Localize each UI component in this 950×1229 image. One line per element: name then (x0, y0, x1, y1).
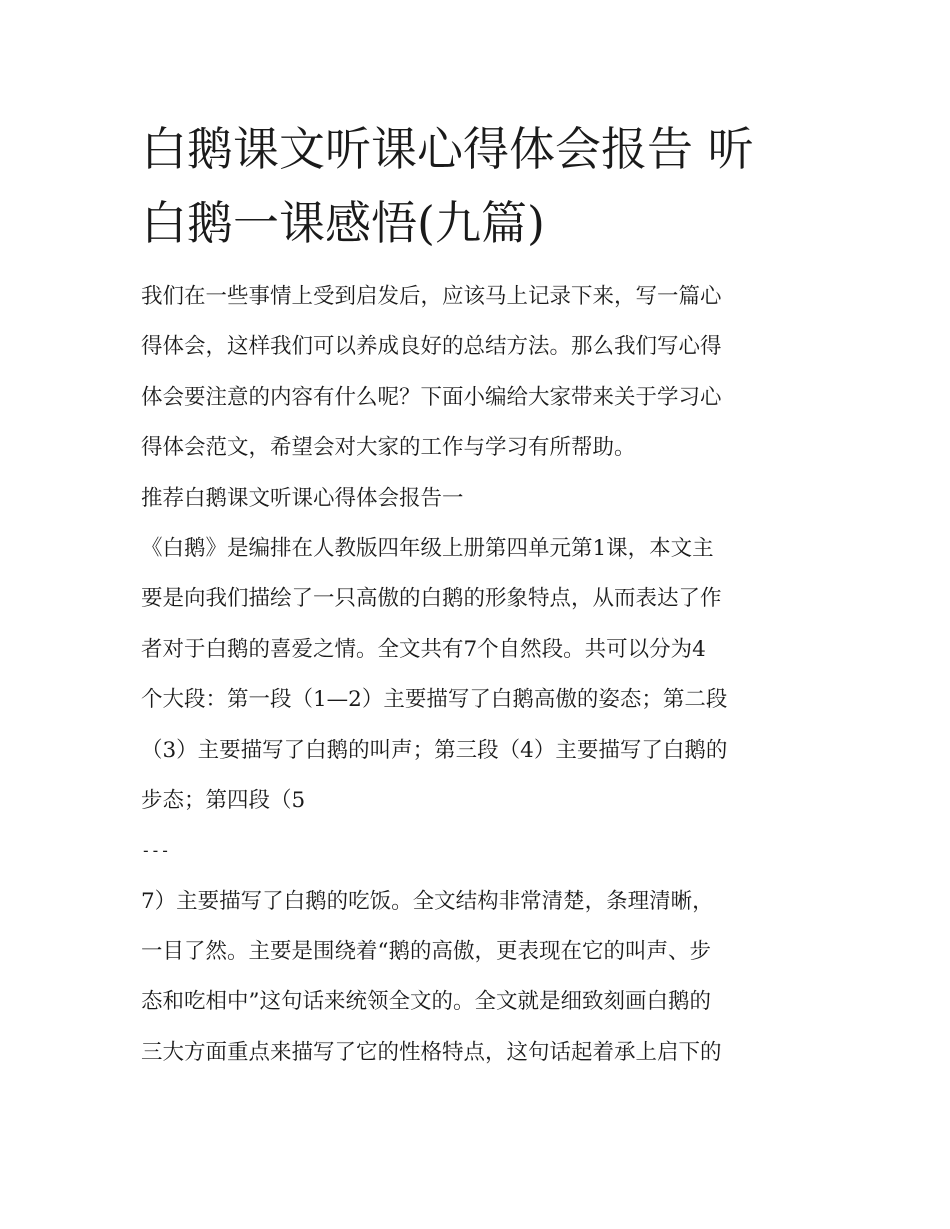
body-line: 得体会，这样我们可以养成良好的总结方法。那么我们写心得 (141, 334, 722, 360)
title-line-1: 白鹅课文听课心得体会报告 听 (141, 122, 754, 176)
body-line: 体会要注意的内容有什么呢？下面小编给大家带来关于学习心 (141, 384, 722, 410)
body-line: 《白鹅》是编排在人教版四年级上册第四单元第1课，本文主 (141, 535, 714, 561)
body-line: 个大段：第一段（1—2）主要描写了白鹅高傲的姿态；第二段 (141, 687, 728, 713)
body-line: 一目了然。主要是围绕着“鹅的高傲，更表现在它的叫声、步 (141, 939, 711, 965)
body-line: 步态；第四段（5 (141, 787, 306, 813)
body-line: （3）主要描写了白鹅的叫声；第三段（4）主要描写了白鹅的 (141, 737, 728, 763)
body-line: 得体会范文，希望会对大家的工作与学习有所帮助。 (141, 435, 636, 461)
section-heading: 推荐白鹅课文听课心得体会报告一 (141, 485, 464, 511)
document-title (141, 112, 816, 260)
title-line-2: 白鹅一课感悟(九篇) (141, 196, 545, 250)
body-line: 我们在一些事情上受到启发后，应该马上记录下来，写一篇心 (141, 284, 722, 309)
document-page (141, 112, 816, 1078)
body-line: 要是向我们描绘了一只高傲的白鹅的形象特点，从而表达了作 (141, 586, 722, 612)
body-line: 7）主要描写了白鹅的吃饭。全文结构非常清楚，条理清晰， (141, 888, 714, 914)
body-line: 者对于白鹅的喜爱之情。全文共有7个自然段。共可以分为4 (141, 636, 706, 662)
document-body (141, 272, 816, 1078)
body-line: 三大方面重点来描写了它的性格特点，这句话起着承上启下的 (141, 1039, 722, 1065)
body-line: 态和吃相中”这句话来统领全文的。全文就是细致刻画白鹅的 (141, 989, 711, 1015)
page-separator: --- (141, 841, 170, 861)
